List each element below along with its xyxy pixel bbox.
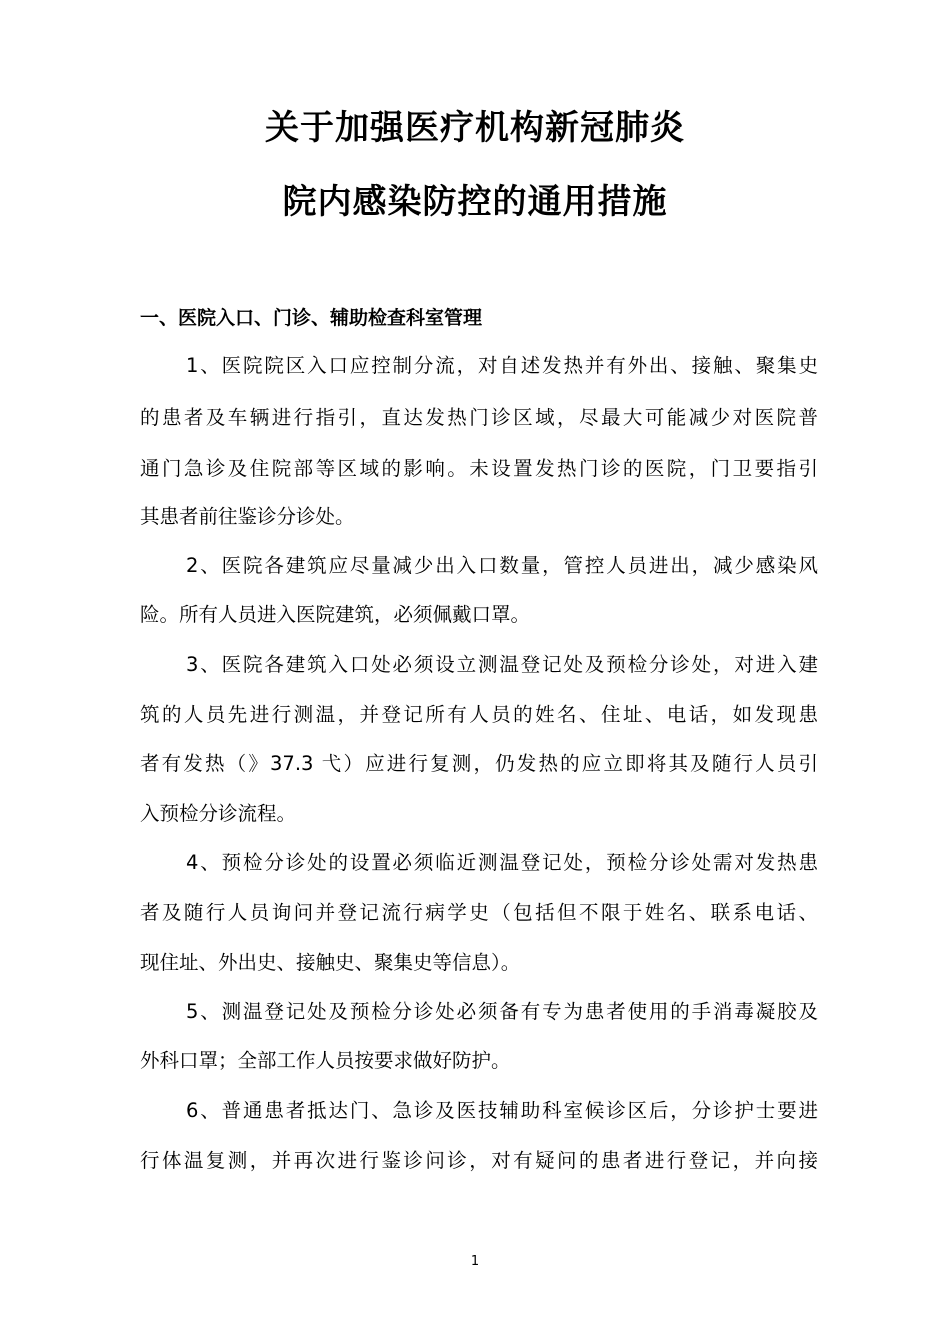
paragraph-6-line-2: 行体温复测，并再次进行鉴诊问诊，对有疑问的患者进行登记，并向接 bbox=[140, 1149, 818, 1172]
paragraph-6-line-1: 6、普通患者抵达门、急诊及医技辅助科室候诊区后，分诊护士要进 bbox=[186, 1099, 818, 1122]
paragraph-3-line-2: 筑的人员先进行测温，并登记所有人员的姓名、住址、电话，如发现患 bbox=[140, 703, 818, 726]
page-number: 1 bbox=[470, 1254, 480, 1269]
paragraph-5-line-1: 5、测温登记处及预检分诊处必须备有专为患者使用的手消毒凝胶及 bbox=[186, 1000, 818, 1023]
paragraph-2-line-2: 险。所有人员进入医院建筑，必须佩戴口罩。 bbox=[140, 603, 531, 626]
paragraph-4-line-3: 现住址、外出史、接触史、聚集史等信息）。 bbox=[140, 951, 521, 974]
paragraph-4-line-1: 4、预检分诊处的设置必须临近测温登记处，预检分诊处需对发热患 bbox=[186, 851, 818, 874]
paragraph-5-line-2: 外科口罩；全部工作人员按要求做好防护。 bbox=[140, 1049, 511, 1072]
paragraph-1-line-1: 1、医院院区入口应控制分流，对自述发热并有外出、接触、聚集史 bbox=[186, 354, 818, 377]
paragraph-2-line-1: 2、医院各建筑应尽量减少出入口数量，管控人员进出，减少感染风 bbox=[186, 554, 818, 577]
paragraph-1-line-4: 其患者前往鉴诊分诊处。 bbox=[140, 505, 355, 528]
section-heading: 一、医院入口、门诊、辅助检查科室管理 bbox=[140, 307, 483, 329]
paragraph-4-line-2: 者及随行人员询问并登记流行病学史（包括但不限于姓名、联系电话、 bbox=[140, 901, 818, 924]
document-title-line-2: 院内感染防控的通用措施 bbox=[282, 182, 668, 222]
paragraph-1-line-2: 的患者及车辆进行指引，直达发热门诊区域，尽最大可能减少对医院普 bbox=[140, 406, 818, 429]
document-title-line-1: 关于加强医疗机构新冠肺炎 bbox=[265, 108, 685, 148]
paragraph-3-line-3: 者有发热（》37.3 弋）应进行复测，仍发热的应立即将其及随行人员引 bbox=[140, 752, 818, 775]
paragraph-3-line-1: 3、医院各建筑入口处必须设立测温登记处及预检分诊处，对进入建 bbox=[186, 653, 818, 676]
paragraph-1-line-3: 通门急诊及住院部等区域的影响。未设置发热门诊的医院，门卫要指引 bbox=[140, 457, 818, 480]
paragraph-3-line-4: 入预检分诊流程。 bbox=[140, 802, 297, 825]
